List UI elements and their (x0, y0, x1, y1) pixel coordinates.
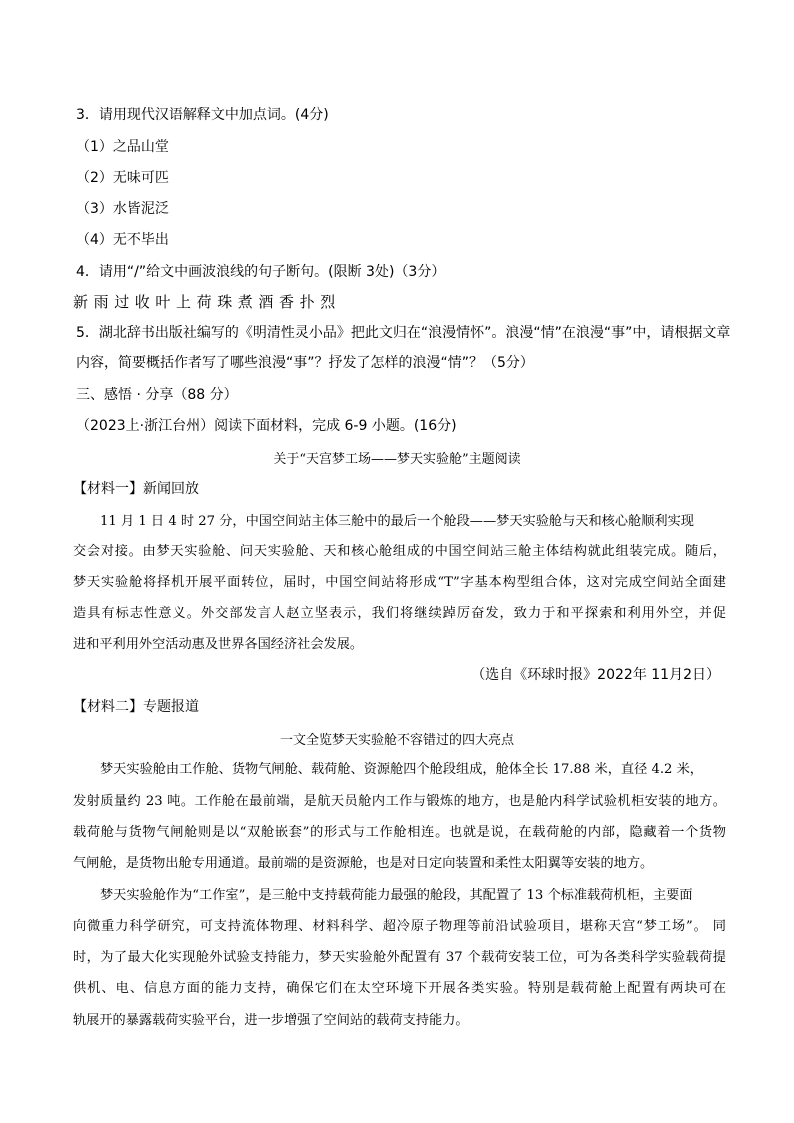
section-3-heading: 三、感悟 · 分享（88 分） (76, 387, 238, 403)
material-1-line-1: 11 月 1 日 4 时 27 分，中国空间站主体三舱中的最后一个舱段——梦天实验舱与天和核心舱顺利实现 (100, 514, 694, 529)
material-2-para-2-line-2: 向微重力科学研究，可支持流体物理、材料科学、超冷原子物理等前沿试验项目，堪称天宫“梦工场”。 同 (73, 919, 726, 934)
section-3-intro: （2023上·浙江台州）阅读下面材料，完成 6-9 小题。(16分) (76, 418, 457, 434)
material-2-para-2-line-5: 轨展开的暴露载荷实验平台，进一步增强了空间站的载荷支持能力。 (73, 1013, 469, 1028)
material-2-para-2-line-4: 供机、电、信息方面的能力支持，确保它们在太空环境下开展各类实验。特别是载荷舱上配置有两块可在 (73, 981, 726, 996)
material-1-line-4: 造具有标志性意义。外交部发言人赵立坚表示，我们将继续踔厉奋发，致力于和平探索和利用外空，并促 (73, 606, 726, 621)
question-3-item-4: （4）无不毕出 (76, 232, 169, 248)
material-2-para-1-line-2: 发射质量约 23 吨。工作舱在最前端，是航天员舱内工作与锻炼的地方，也是舱内科学试验机柜安装的地方。 (73, 794, 726, 809)
material-2-para-2-line-1: 梦天实验舱作为“工作室”，是三舱中支持载荷能力最强的舱段，其配置了 13 个标准载荷机柜，主要面 (100, 888, 693, 903)
question-3-heading: 3．请用现代汉语解释文中加点词。(4分) (76, 107, 329, 123)
material-1-line-2: 交会对接。由梦天实验舱、问天实验舱、天和核心舱组成的中国空间站三舱主体结构就此组装完成。随后， (73, 544, 726, 559)
question-3-item-2: （2）无味可匹 (76, 170, 169, 186)
question-3-item-3: （3）水皆泥泛 (76, 201, 169, 217)
material-2-subtitle: 一文全览梦天实验舱不容错过的四大亮点 (279, 733, 514, 748)
question-5-line-1: 5．湖北辞书出版社编写的《明清性灵小品》把此文归在“浪漫情怀”。浪漫“情”在浪漫“事”中，请根据文章 (76, 325, 731, 341)
material-2-para-2-line-3: 时，为了最大化实现舱外试验支持能力，梦天实验舱外配置有 37 个载荷安装工位，可为各类科学实验载荷提 (73, 950, 726, 965)
reading-title: 关于“天宫梦工场——梦天实验舱”主题阅读 (273, 452, 521, 467)
material-1-line-5: 进和平利用外空活动惠及世界各国经济社会发展。 (73, 637, 364, 652)
material-2-para-1-line-3: 载荷舱与货物气闸舱则是以“双舱嵌套”的形式与工作舱相连。也就是说，在载荷舱的内部，隐藏着一个货物 (73, 825, 726, 840)
material-1-line-3: 梦天实验舱将择机开展平面转位，届时，中国空间站将形成“T”字基本构型组合体，这对完成空间站全面建 (73, 575, 726, 590)
material-2-para-1-line-4: 气闸舱，是货物出舱专用通道。最前端的是资源舱，也是对日定向装置和柔性太阳翼等安装的地方。 (73, 856, 654, 871)
material-2-para-1-line-1: 梦天实验舱由工作舱、货物气闸舱、载荷舱、资源舱四个舱段组成，舱体全长 17.88 米，直径 4.2 米， (100, 762, 703, 777)
question-4-heading: 4．请用“/”给文中画波浪线的句子断句。(限断 3处)（3分） (76, 264, 446, 280)
material-2-label: 【材料二】专题报道 (73, 699, 199, 715)
material-1-label: 【材料一】新闻回放 (73, 481, 199, 497)
material-1-source: （选自《环球时报》2022年 11月2日） (471, 667, 720, 683)
question-4-sentence: 新雨过收叶上荷珠煮酒香扑烈 (73, 293, 341, 311)
question-3-item-1: （1）之品山堂 (76, 139, 169, 155)
question-5-line-2: 内容，简要概括作者写了哪些浪漫“事”？抒发了怎样的浪漫“情”？（5分） (76, 355, 534, 371)
